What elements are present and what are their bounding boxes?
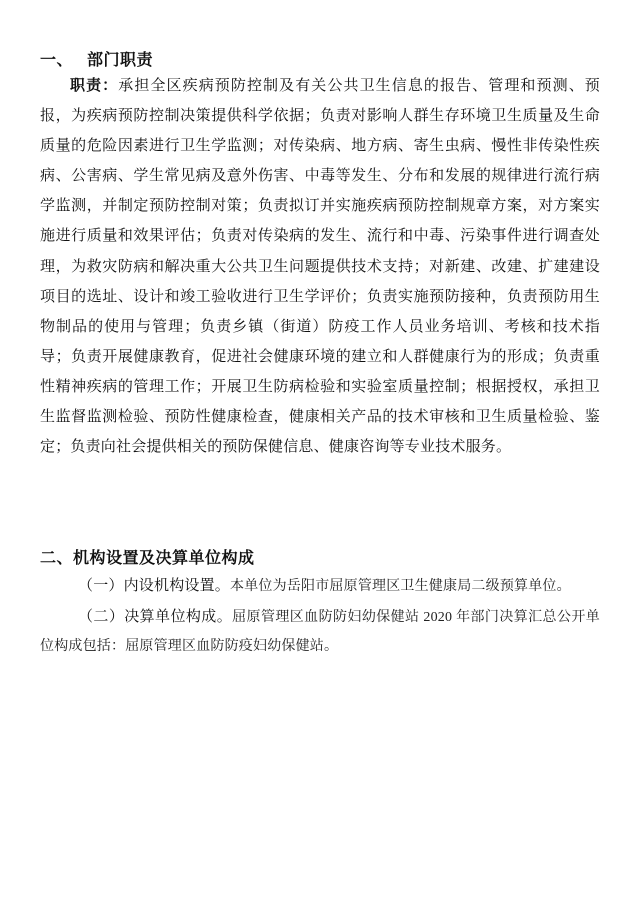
accounting-unit-text: 屈原管理区血防防妇幼保健站 2020 年部门决算汇总公开单位构成包括：屈原管理区血防防疫妇幼保健站。 [40, 610, 600, 654]
duty-text: 承担全区疾病预防控制及有关公共卫生信息的报告、管理和预测、预报，为疾病预防控制决策提供科学依据；负责对影响人群生存环境卫生质量及生命质量的危险因素进行卫生学监测；对传染病、地方病、寄生虫病、慢性非传染性疾病、公害病、学生常见病及意外伤害、中毒等发生、分布和发展的规律进行流行病学监测，并制定预防控制对策；负责拟订并实施疾病预防控制规章方案，对方案实施进行质量和效果评估；负责对传染病的发生、流行和中毒、污染事件进行调查处理，为救灾防病和解决重大公共卫生问题提供技术支持；对新建、改建、扩建建设项目的选址、设计和竣工验收进行卫生学评价；负责实施预防接种，负责预防用生物制品的使用与管理；负责乡镇（街道）防疫工作人员业务培训、考核和技术指导；负责开展健康教育，促进社会健康环境的建立和人群健康行为的形成；负责重性精神疾病的管理工作；开展卫生防病检验和实验室质量控制；根据授权，承担卫生监督监测检验、预防性健康检查，健康相关产品的技术审核和卫生质量检验、鉴定；负责向社会提供相关的预防保健信息、健康咨询等专业技术服务。 [40, 76, 600, 456]
internal-organization-text: 本单位为岳阳市屈原管理区卫生健康局二级预算单位。 [230, 579, 571, 594]
accounting-unit-paragraph [40, 602, 600, 661]
duties-paragraph [40, 70, 600, 461]
section-heading-organization: 二、机构设置及决算单位构成 [40, 548, 255, 567]
internal-organization-label: （一）内设机构设置。 [78, 576, 231, 594]
section-title: 部门职责 [87, 50, 154, 69]
internal-organization-paragraph [40, 571, 600, 601]
accounting-unit-label: （二）决算单位构成。 [78, 607, 233, 625]
duty-label: 职责： [70, 76, 119, 94]
section-number: 一、 [40, 50, 74, 69]
section-heading-duties [40, 47, 153, 70]
